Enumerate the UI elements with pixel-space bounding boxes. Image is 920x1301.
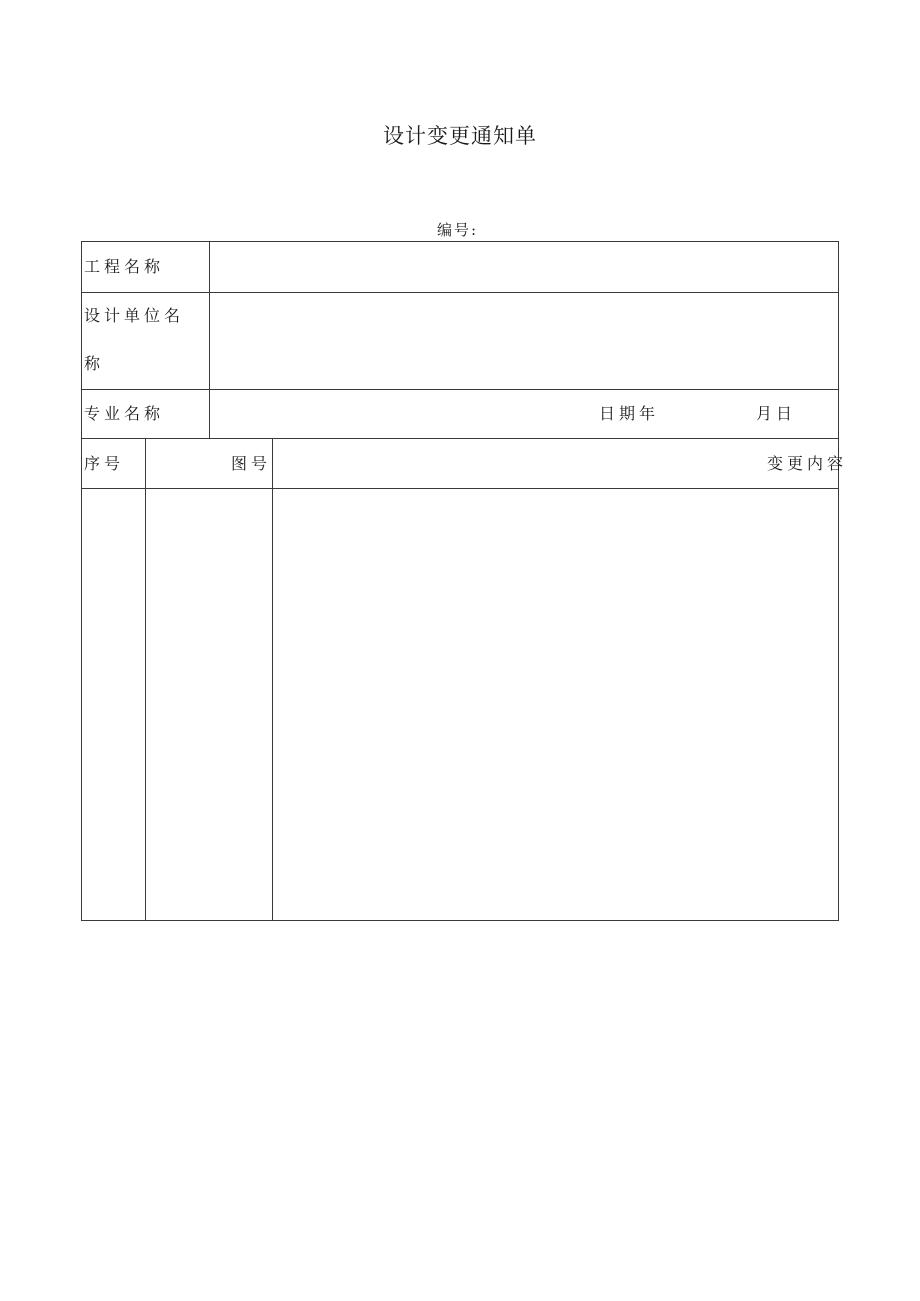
- change-content-body-cell[interactable]: [273, 489, 838, 920]
- specialty-label: 专业名称: [84, 404, 165, 423]
- column-header-seq: 序号: [84, 454, 125, 473]
- specialty-value-cell[interactable]: [210, 390, 590, 438]
- row-divider: [82, 438, 838, 439]
- seq-body-cell[interactable]: [82, 489, 145, 920]
- design-unit-value-cell[interactable]: [210, 293, 838, 389]
- column-header-drawing-no: 图号: [231, 454, 272, 473]
- document-number-label: 编号:: [437, 221, 479, 239]
- design-unit-label-line2: 称: [84, 354, 105, 373]
- document-title: 设计变更通知单: [383, 124, 537, 148]
- drawing-no-body-cell[interactable]: [146, 489, 272, 920]
- change-notice-form-table: [81, 241, 848, 921]
- date-label-month-day: 月日: [756, 404, 797, 423]
- date-label-year: 日期年: [599, 404, 660, 423]
- design-unit-label-line1: 设计单位名: [84, 306, 185, 325]
- project-name-label: 工程名称: [84, 257, 165, 276]
- column-header-change-content: 变更内容: [767, 454, 848, 473]
- project-name-value-cell[interactable]: [210, 242, 838, 292]
